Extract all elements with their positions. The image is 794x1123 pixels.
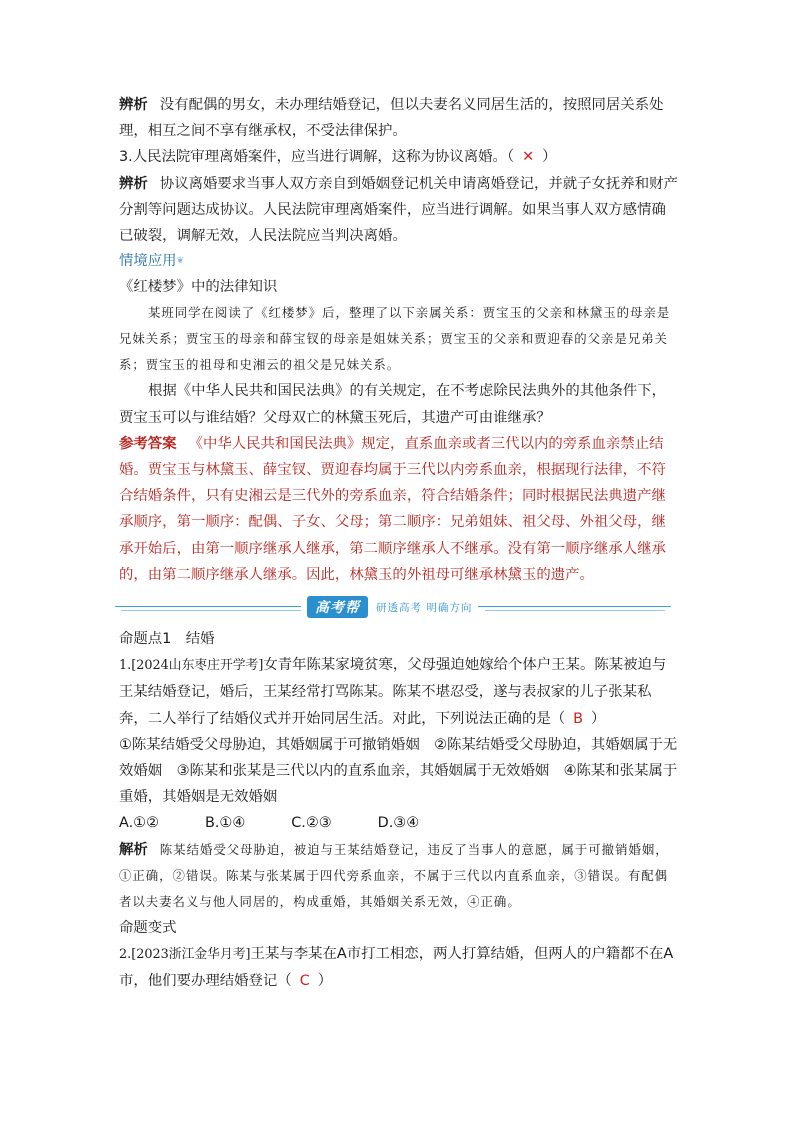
variant-heading: 命题变式 (119, 919, 177, 936)
banner-line-left (121, 610, 301, 611)
reference-answer-label: 参考答案 (119, 435, 177, 452)
reference-answer-text: 《中华人民共和国民法典》规定，直系血亲或者三代以内的旁系血亲禁止结婚。贾宝玉与林黛玉、薛宝钗、贾迎春均属于三代以内旁系血亲，根据现行法律，不符合结婚条件，只有史湘云是三代外的旁系血亲，符合结婚条件；同时根据民法典遗产继承顺序，第一顺序：配偶、子女、父母；第二顺序：兄弟姐妹、祖父母、外祖父母，继承开始后，由第一顺序继承人继承，第二顺序继承人不继承。没有第一顺序继承人继承的，由第二顺序继承人继承。因此，林黛玉的外祖母可继承林黛玉的遗产。 (119, 435, 666, 583)
option-b: B.①④ (204, 815, 246, 832)
question-1 (119, 652, 679, 732)
question-2-answer: C (299, 973, 310, 990)
analysis-label: 辨析 (119, 97, 148, 113)
analysis-label: 辨析 (119, 175, 148, 192)
banner-line-right (485, 610, 665, 611)
scenario-title: 《红楼梦》中的法律知识 (119, 279, 278, 296)
scenario-heading-text: 情境应用 (119, 253, 177, 270)
reference-answer (119, 431, 679, 588)
scenario-question: 根据《中华人民共和国民法典》的有关规定，在不考虑除民法典外的其他条件下，贾宝玉可以与谁结婚？父母双亡的林黛玉死后，其遗产可由谁继承？ (119, 383, 667, 426)
analysis-text: 协议离婚要求当事人双方亲自到婚姻登记机关申请离婚登记，并就子女抚养和财产分割等问题达成协议。人民法院审理离婚案件，应当进行调解。如果当事人双方感情确已破裂，调解无效，人民法院应当判决离婚。 (119, 175, 678, 245)
document-page (119, 92, 679, 994)
question-1-answer: B (573, 710, 583, 727)
question-1-stem: 女青年陈某家境贫寒，父母强迫她嫁给个体户王某。陈某被迫与王某结婚登记，婚后，王某经常打骂陈某。陈某不堪忍受，遂与表叔家的儿子张某私奔，二人举行了结婚仪式并开始同居生活。对此，下列说法正确的是（ (119, 657, 667, 727)
analysis-text: 没有配偶的男女，未办理结婚登记，但以夫妻名义同居生活的，按照同居关系处理，相互之间不享有继承权，不受法律保护。 (119, 97, 664, 140)
question-1-explanation (119, 837, 679, 915)
option-d: D.③④ (377, 815, 420, 832)
gaokaobang-logo: 高考帮 (307, 596, 368, 618)
explanation-label: 解析 (119, 841, 148, 858)
question-1-source: 1.[2024山东枣庄开学考] (119, 658, 264, 674)
explanation-text: 陈某结婚受父母胁迫，被迫与王某结婚登记，违反了当事人的意愿，属于可撤销婚姻，①正确，②错误。陈某与张某属于四代旁系血亲，不属于三代以内直系血亲，③错误。有配偶者以夫妻名义与他人同居的，构成重婚，其婚姻关系无效，④正确。 (119, 841, 669, 909)
question-3 (119, 144, 679, 170)
question-1-options (119, 810, 679, 836)
topic-heading: 命题点1 结婚 (119, 631, 215, 648)
question-2-close: ） (317, 973, 333, 990)
scenario-material: 某班同学在阅读了《红楼梦》后，整理了以下亲属关系：贾宝玉的父亲和林黛玉的母亲是兄妹关系；贾宝玉的母亲和薛宝钗的母亲是姐妹关系；贾宝玉的父亲和贾迎春的父亲是兄弟关系；贾宝玉的祖母和史湘云的祖父是兄妹关系。 (119, 305, 671, 373)
wrong-mark-icon: ✕ (522, 149, 535, 166)
gaokaobang-banner (115, 596, 671, 620)
question-3-close: ） (542, 149, 557, 166)
analysis-paragraph-1 (119, 92, 679, 144)
analysis-paragraph-3 (119, 171, 679, 250)
question-2-stem: 王某与李某在A市打工相恋，两人打算结婚，但两人的户籍都不在A市，他们要办理结婚登记（ (119, 945, 674, 990)
question-1-close: ） (591, 710, 606, 727)
banner-slogan: 研透高考 明确方向 (376, 601, 473, 614)
question-3-stem: 3.人民法院审理离婚案件，应当进行调解，这称为协议离婚。（ (119, 149, 515, 166)
question-2 (119, 941, 679, 994)
option-c: C.②③ (291, 815, 332, 832)
question-2-source: 2.[2023浙江金华月考] (119, 946, 251, 962)
banner-badge (301, 596, 478, 618)
scenario-heading (119, 249, 679, 274)
leaf-decoration-icon: ❦ (176, 256, 185, 267)
option-a: A.①② (119, 815, 159, 832)
question-1-statements: ①陈某结婚受父母胁迫，其婚姻属于可撤销婚姻 ②陈某结婚受父母胁迫，其婚姻属于无效婚姻 ③陈某和张某是三代以内的直系血亲，其婚姻属于无效婚姻 ④陈某和张某属于重婚，其婚姻是无效婚姻 (119, 736, 678, 806)
